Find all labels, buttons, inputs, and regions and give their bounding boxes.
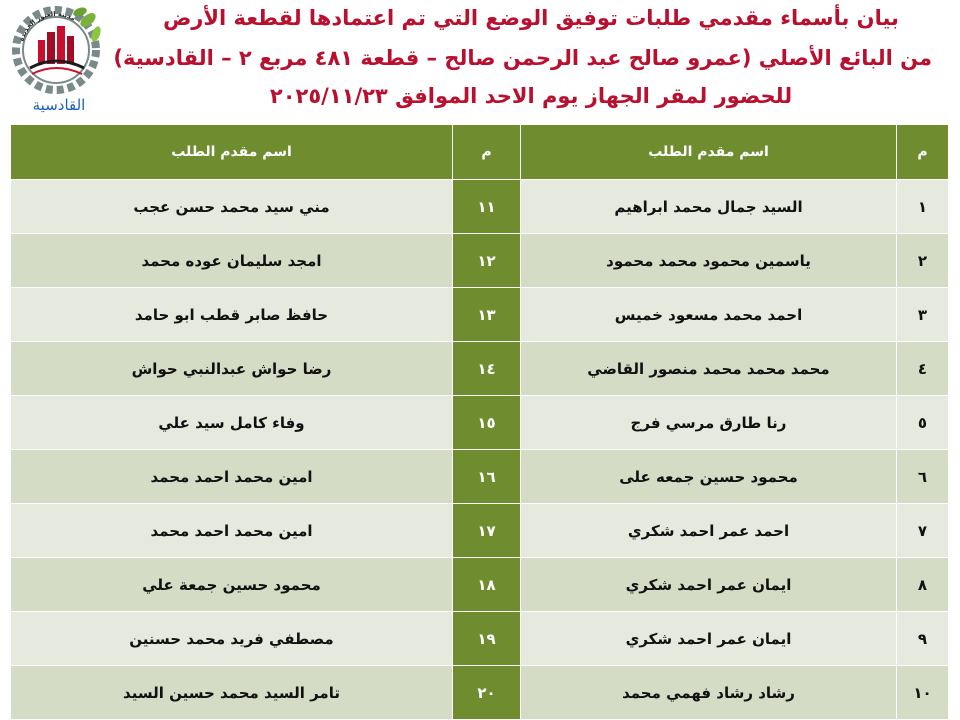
city-logo [8,4,104,96]
row-number-left: ١١ [453,180,521,234]
row-number-left: ١٨ [453,558,521,612]
table-row [11,396,949,450]
logo-caption: القادسية [32,96,86,114]
applicant-name-right: محمود حسين جمعه على [521,450,897,504]
row-number-left: ١٦ [453,450,521,504]
row-number-left: ١٣ [453,288,521,342]
applicant-name-left: رضا حواش عبدالنبي حواش [11,342,453,396]
applicant-name-left: وفاء كامل سيد علي [11,396,453,450]
title-line-2: من البائع الأصلي (عمرو صالح عبد الرحمن صالح – قطعة ٤٨١ مربع ٢ – القادسية) [113,46,932,70]
applicant-name-left: امين محمد احمد محمد [11,504,453,558]
applicant-name-right: ايمان عمر احمد شكري [521,612,897,666]
row-number-right: ١٠ [897,666,949,720]
applicant-name-right: احمد عمر احمد شكري [521,504,897,558]
header-num-right: م [897,125,949,180]
row-number-right: ٢ [897,234,949,288]
title-line-1: بيان بأسماء مقدمي طلبات توفيق الوضع التي تم اعتمادها لقطعة الأرض [163,6,899,30]
applicants-table [10,124,949,720]
applicant-name-right: احمد محمد مسعود خميس [521,288,897,342]
row-number-left: ١٢ [453,234,521,288]
title-line-3: للحضور لمقر الجهاز يوم الاحد الموافق ٢٠٢٥/١١/٢٣ [269,84,793,108]
applicant-name-left: مني سيد محمد حسن عجب [11,180,453,234]
row-number-right: ٤ [897,342,949,396]
applicant-name-right: محمد محمد محمد منصور القاضي [521,342,897,396]
row-number-left: ٢٠ [453,666,521,720]
header-name-right: اسم مقدم الطلب [521,125,897,180]
applicant-name-left: تامر السيد محمد حسين السيد [11,666,453,720]
table-row [11,234,949,288]
row-number-left: ١٥ [453,396,521,450]
applicant-name-left: امين محمد احمد محمد [11,450,453,504]
row-number-left: ١٤ [453,342,521,396]
applicant-name-right: رشاد رشاد فهمي محمد [521,666,897,720]
row-number-left: ١٧ [453,504,521,558]
row-number-left: ١٩ [453,612,521,666]
logo-ring-text: مدينة العبور الجديدة [17,9,77,43]
applicant-name-left: محمود حسين جمعة علي [11,558,453,612]
row-number-right: ٦ [897,450,949,504]
row-number-right: ٥ [897,396,949,450]
applicant-name-left: مصطفي فريد محمد حسنين [11,612,453,666]
row-number-right: ٧ [897,504,949,558]
table-row [11,288,949,342]
row-number-right: ٩ [897,612,949,666]
applicant-name-right: السيد جمال محمد ابراهيم [521,180,897,234]
table-body [11,180,949,720]
table-row [11,558,949,612]
applicant-name-left: امجد سليمان عوده محمد [11,234,453,288]
table-row [11,666,949,720]
table-row [11,504,949,558]
header-name-left: اسم مقدم الطلب [11,125,453,180]
table-row [11,450,949,504]
row-number-right: ١ [897,180,949,234]
document-header [0,0,960,120]
table-header-row [11,125,949,180]
table-row [11,612,949,666]
applicant-name-right: ياسمين محمود محمد محمود [521,234,897,288]
header-num-left: م [453,125,521,180]
applicant-name-right: ايمان عمر احمد شكري [521,558,897,612]
applicant-name-right: رنا طارق مرسي فرج [521,396,897,450]
applicant-name-left: حافظ صابر قطب ابو حامد [11,288,453,342]
row-number-right: ٣ [897,288,949,342]
table-row [11,180,949,234]
row-number-right: ٨ [897,558,949,612]
table-row [11,342,949,396]
